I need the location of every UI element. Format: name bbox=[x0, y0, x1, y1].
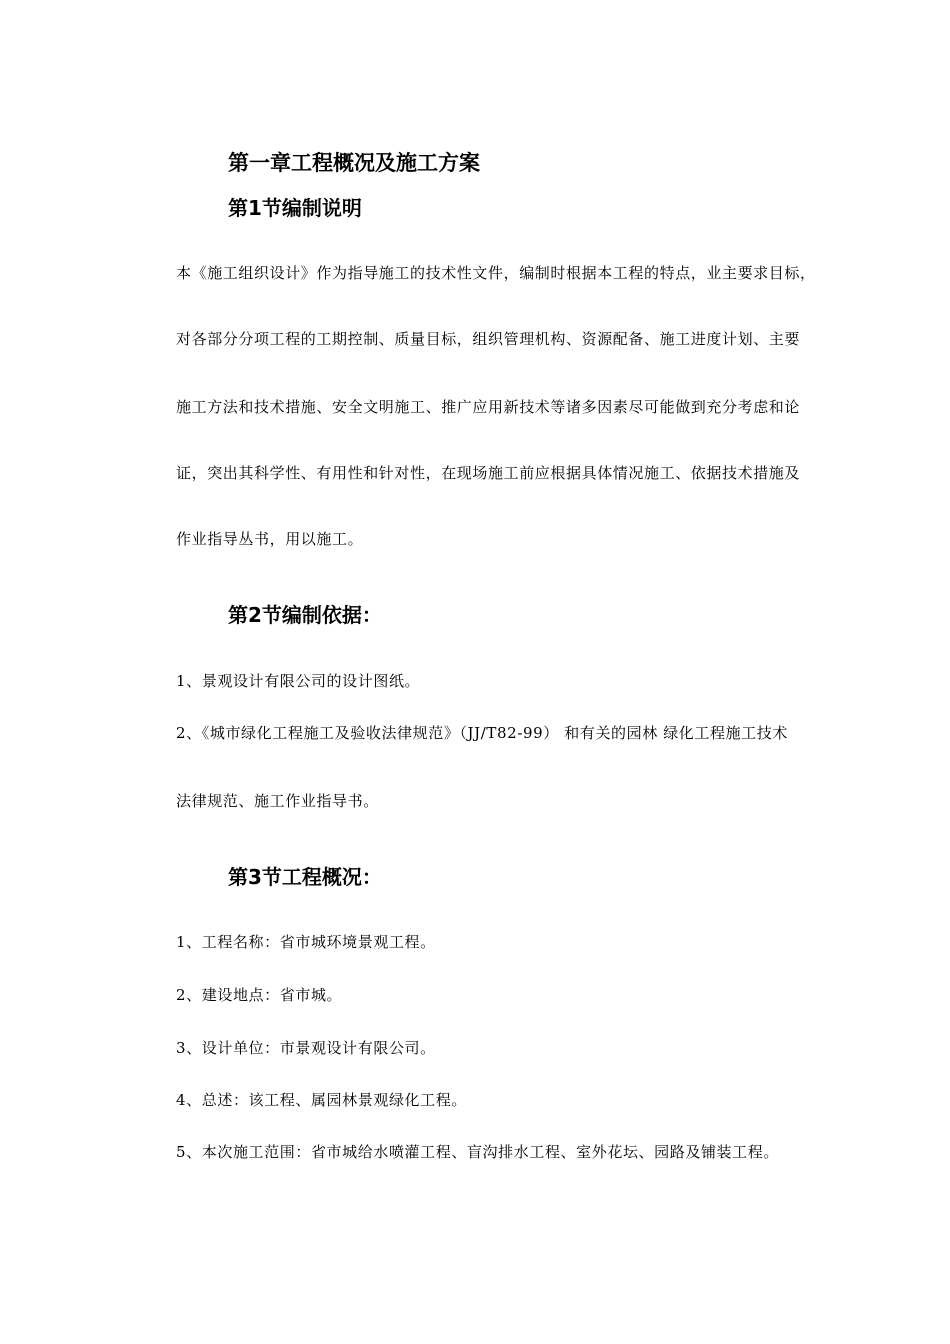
chapter-title: 第一章工程概况及施工方案 bbox=[228, 151, 480, 175]
section-1-line: 证，突出其科学性、有用性和针对性，在现场施工前应根据具体情况施工、依据技术措施及 bbox=[176, 464, 801, 482]
section-2-line: 2、《城市绿化工程施工及验收法律规范》（JJ/T82-99） 和有关的园林 绿化工程施工技术 bbox=[176, 724, 789, 742]
section-1-line: 施工方法和技术措施、安全文明施工、推广应用新技术等诸多因素尽可能做到充分考虑和论 bbox=[176, 398, 801, 416]
section-1-line: 对各部分分项工程的工期控制、质量目标，组织管理机构、资源配备、施工进度计划、主要 bbox=[176, 330, 801, 348]
section-3-line: 4、总述：该工程、属园林景观绿化工程。 bbox=[176, 1091, 467, 1109]
section-2-line: 法律规范、施工作业指导书。 bbox=[176, 792, 379, 810]
section-1-title: 第1节编制说明 bbox=[228, 196, 362, 220]
section-3-line: 5、本次施工范围：省市城给水喷灌工程、盲沟排水工程、室外花坛、园路及铺装工程。 bbox=[176, 1143, 779, 1161]
section-2-line: 1、景观设计有限公司的设计图纸。 bbox=[176, 672, 421, 690]
section-1-line: 本《施工组织设计》作为指导施工的技术性文件，编制时根据本工程的特点，业主要求目标， bbox=[176, 264, 816, 282]
section-3-line: 1、工程名称：省市城环境景观工程。 bbox=[176, 933, 436, 951]
section-3-line: 3、设计单位：市景观设计有限公司。 bbox=[176, 1039, 436, 1057]
section-2-title: 第2节编制依据： bbox=[228, 603, 382, 627]
section-3-line: 2、建设地点：省市城。 bbox=[176, 986, 343, 1004]
section-1-line: 作业指导丛书，用以施工。 bbox=[176, 530, 364, 548]
section-3-title: 第3节工程概况： bbox=[228, 865, 382, 889]
